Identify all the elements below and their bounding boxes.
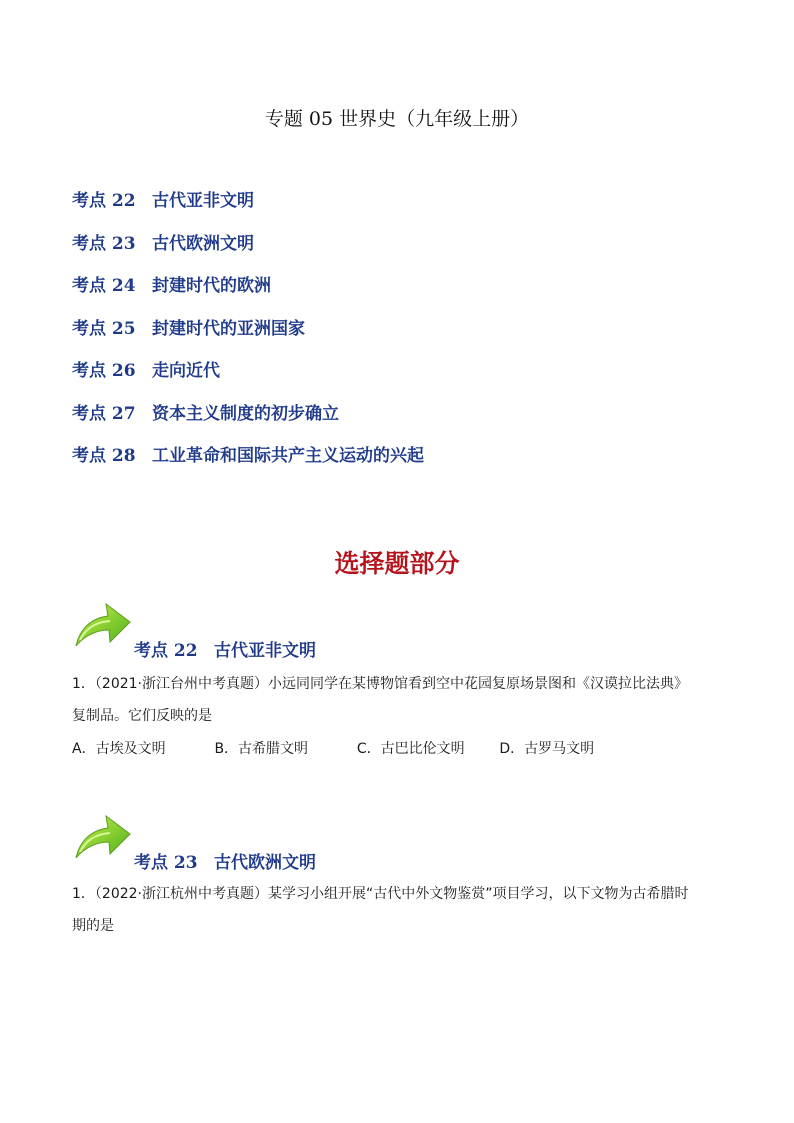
toc-label: 古代亚非文明: [152, 191, 254, 211]
topic-header: [70, 594, 750, 664]
topic-name: 古代亚非文明: [214, 641, 316, 661]
toc-label: 走向近代: [152, 361, 220, 381]
toc-number: 考点 26: [72, 361, 136, 381]
toc-number: 考点 27: [72, 403, 136, 424]
toc-number: 考点 28: [72, 446, 136, 466]
toc-number: 考点 22: [72, 191, 136, 211]
toc-label: 封建时代的亚洲国家: [152, 318, 305, 339]
toc-label: 资本主义制度的初步确立: [152, 403, 339, 424]
toc-label: 工业革命和国际共产主义运动的兴起: [152, 446, 424, 466]
topic-name: 古代欧洲文明: [214, 853, 316, 873]
section-title: 选择题部分: [334, 549, 460, 578]
page-title: 专题 05 世界史（九年级上册）: [264, 108, 530, 130]
toc-item[interactable]: [72, 358, 712, 401]
question: [72, 878, 732, 942]
topic-header: [70, 806, 750, 876]
topic-number: 考点 22: [134, 641, 198, 661]
option-d[interactable]: D．古罗马文明: [499, 741, 595, 757]
option-c[interactable]: C．古巴比伦文明: [356, 741, 465, 757]
topic-label: [134, 848, 316, 873]
toc-item[interactable]: [72, 316, 712, 359]
toc-item[interactable]: [72, 401, 712, 444]
toc-number: 考点 23: [72, 233, 136, 254]
topic-label: [134, 636, 316, 661]
question-line: 1．（2021·浙江台州中考真题）小远同同学在某博物馆看到空中花园复原场景图和《汉谟拉比法典》: [72, 676, 688, 692]
toc-item[interactable]: [72, 188, 712, 231]
toc-item[interactable]: [72, 443, 712, 486]
table-of-contents: [72, 188, 712, 486]
toc-number: 考点 25: [72, 318, 136, 339]
topic-number: 考点 23: [134, 853, 198, 873]
toc-number: 考点 24: [72, 276, 136, 296]
option-a[interactable]: A．古埃及文明: [72, 741, 166, 757]
toc-item[interactable]: [72, 231, 712, 274]
option-b[interactable]: B．古希腊文明: [214, 741, 309, 757]
toc-item[interactable]: [72, 273, 712, 316]
toc-label: 封建时代的欧洲: [152, 276, 271, 296]
question-line: 期的是: [72, 918, 114, 934]
green-arrow-icon: [70, 806, 134, 866]
green-arrow-icon: [70, 594, 134, 654]
question: [72, 668, 732, 732]
question-line: 复制品。它们反映的是: [72, 708, 212, 724]
answer-options: [72, 738, 594, 758]
question-line: 1．（2022·浙江杭州中考真题）某学习小组开展“古代中外文物鉴赏”项目学习，以下文物为古希腊时: [72, 886, 689, 902]
toc-label: 古代欧洲文明: [152, 233, 254, 254]
